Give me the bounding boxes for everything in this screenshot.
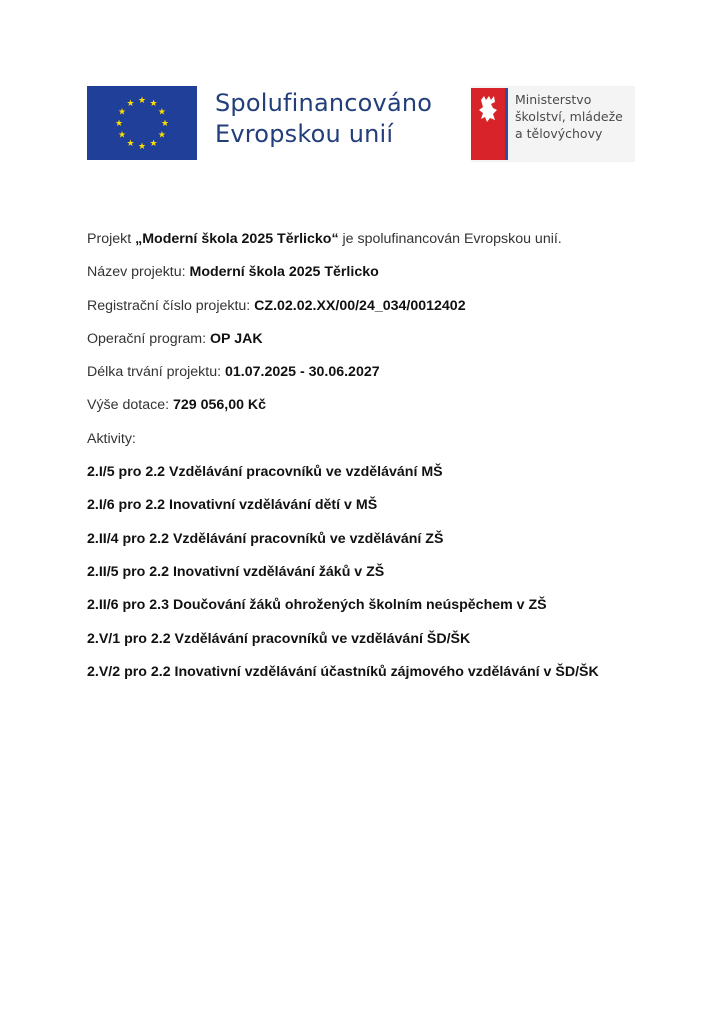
msmt-logo-line2: školství, mládeže [515, 109, 623, 124]
eu-star-icon: ★ [126, 137, 135, 148]
intro-project-name: „Moderní škola 2025 Těrlicko“ [135, 231, 339, 247]
field-value: 01.07.2025 - 30.06.2027 [225, 364, 380, 381]
msmt-logo-text [515, 91, 623, 142]
eu-star-icon: ★ [137, 141, 147, 151]
eu-star-icon: ★ [118, 129, 127, 140]
field-value: OP JAK [210, 330, 263, 347]
field-label: Registrační číslo projektu: [87, 297, 255, 314]
intro-line [87, 229, 647, 262]
eu-star-icon: ★ [118, 106, 127, 117]
eu-flag-icon [87, 86, 197, 160]
msmt-logo [471, 86, 635, 162]
eu-star-icon: ★ [160, 118, 170, 128]
msmt-logo-line3: a tělovýchovy [515, 126, 603, 141]
activity-item: 2.I/6 pro 2.2 Inovativní vzdělávání dětí v MŠ [87, 497, 378, 514]
activity-item: 2.II/5 pro 2.2 Inovativní vzdělávání žáků v ZŠ [87, 563, 385, 580]
eu-star-icon: ★ [126, 98, 135, 109]
field-value: Moderní škola 2025 Těrlicko [189, 264, 379, 281]
eu-star-icon: ★ [149, 137, 158, 148]
activity-item: 2.V/1 pro 2.2 Vzdělávání pracovníků ve vzdělávání ŠD/ŠK [87, 630, 471, 647]
field-label: Název projektu: [87, 264, 190, 281]
eu-star-icon: ★ [137, 95, 147, 105]
field-label: Délka trvání projektu: [87, 364, 225, 381]
msmt-blue-stripe [505, 88, 508, 160]
intro-suffix: je spolufinancován Evropskou unií. [338, 231, 562, 247]
eu-logo-text [215, 88, 432, 150]
activity-item: 2.I/5 pro 2.2 Vzdělávání pracovníků ve vzdělávání MŠ [87, 464, 443, 481]
eu-star-icon: ★ [157, 129, 166, 140]
field-grant-amount [87, 395, 647, 428]
eu-star-icon: ★ [157, 106, 166, 117]
activities-label: Aktivity: [87, 430, 136, 447]
eu-logo-line1: Spolufinancováno [215, 89, 433, 117]
logo-header [87, 86, 635, 162]
intro-prefix: Projekt [87, 231, 136, 247]
eu-star-icon: ★ [114, 118, 124, 128]
field-operational-program [87, 329, 647, 362]
activity-item: 2.II/4 pro 2.2 Vzdělávání pracovníků ve vzdělávání ZŠ [87, 530, 444, 547]
activity-item: 2.II/6 pro 2.3 Doučování žáků ohrožených školním neúspěchem v ZŠ [87, 597, 547, 614]
field-label: Výše dotace: [87, 397, 173, 414]
project-info [87, 229, 647, 695]
field-project-name [87, 262, 647, 295]
field-duration [87, 362, 647, 395]
msmt-logo-line1: Ministerstvo [515, 92, 592, 107]
field-value: 729 056,00 Kč [172, 397, 267, 414]
eu-logo-line2: Evropskou unií [215, 120, 394, 148]
activity-item: 2.V/2 pro 2.2 Inovativní vzdělávání účastníků zájmového vzdělávání v ŠD/ŠK [87, 663, 599, 680]
field-registration-number [87, 296, 647, 329]
czech-lion-icon [471, 88, 505, 160]
field-value: CZ.02.02.XX/00/24_034/0012402 [254, 297, 466, 314]
eu-star-icon: ★ [149, 98, 158, 109]
field-label: Operační program: [87, 330, 211, 347]
